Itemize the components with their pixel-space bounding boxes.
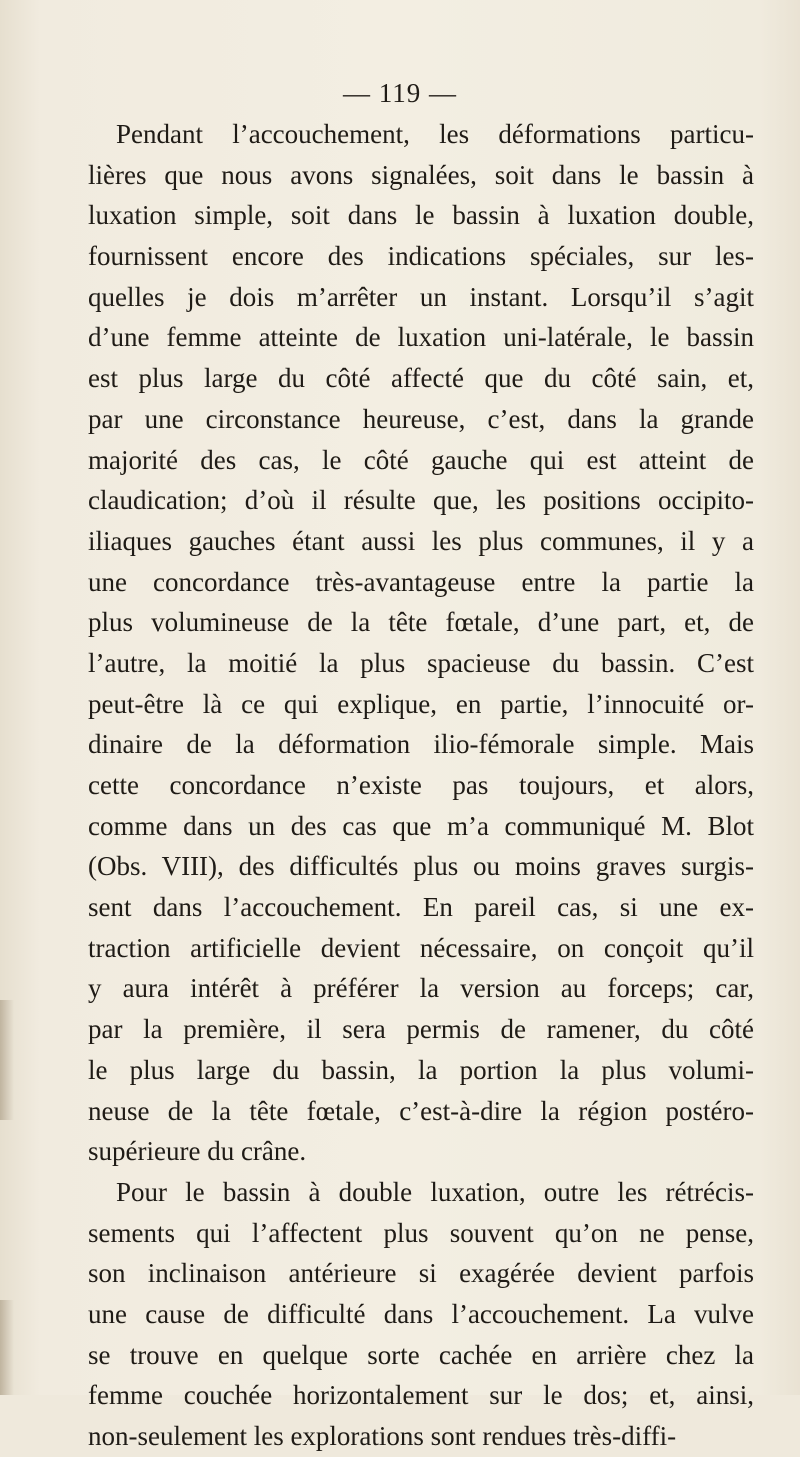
text-line: neuse de la tête fœtale, c’est-à-dire la région postéro- bbox=[88, 1095, 754, 1126]
text-line: son inclinaison antérieure si exagérée devient parfois bbox=[88, 1258, 754, 1289]
text-line: comme dans un des cas que m’a communiqué M. Blot bbox=[88, 810, 754, 841]
text-line: le plus large du bassin, la portion la plus volumi- bbox=[88, 1054, 754, 1085]
text-line: sent dans l’accouchement. En pareil cas, si une ex- bbox=[88, 892, 754, 923]
text-line: luxation simple, soit dans le bassin à luxation double, bbox=[88, 200, 754, 231]
text-line: fournissent encore des indications spéciales, sur les- bbox=[88, 241, 754, 272]
text-line: y aura intérêt à préférer la version au forceps; car, bbox=[88, 973, 754, 1004]
text-line: quelles je dois m’arrêter un instant. Lorsqu’il s’agit bbox=[88, 281, 754, 312]
text-line: femme couchée horizontalement sur le dos; et, ainsi, bbox=[88, 1380, 754, 1411]
page-edge-shadow bbox=[0, 1300, 14, 1395]
text-line: majorité des cas, le côté gauche qui est atteint de bbox=[88, 444, 754, 475]
text-line: lières que nous avons signalées, soit dans le bassin à bbox=[88, 159, 754, 190]
text-line: Pendant l’accouchement, les déformations particu- bbox=[116, 119, 754, 149]
text-line: peut-être là ce qui explique, en partie, l’innocuité or- bbox=[88, 688, 754, 719]
text-line: une cause de difficulté dans l’accouchement. La vulve bbox=[88, 1298, 754, 1329]
text-line: (Obs. VIII), des difficultés plus ou moins graves surgis- bbox=[88, 851, 754, 882]
text-line: se trouve en quelque sorte cachée en arrière chez la bbox=[88, 1339, 754, 1370]
text-line: plus volumineuse de la tête fœtale, d’une part, et, de bbox=[88, 607, 754, 638]
page-edge-shadow bbox=[0, 1000, 14, 1120]
text-line: sements qui l’affectent plus souvent qu’on ne pense, bbox=[88, 1217, 754, 1248]
text-line: supérieure du crâne. bbox=[88, 1136, 307, 1167]
text-line: traction artificielle devient nécessaire, on conçoit qu’il bbox=[88, 932, 754, 963]
text-line: par une circonstance heureuse, c’est, dans la grande bbox=[88, 403, 754, 434]
text-line: une concordance très-avantageuse entre la partie la bbox=[88, 566, 754, 597]
page-number: — 119 — bbox=[343, 78, 457, 108]
text-line: d’une femme atteinte de luxation uni-latérale, le bassin bbox=[88, 322, 754, 353]
text-line: non-seulement les explorations sont rendues très-diffi- bbox=[88, 1421, 677, 1451]
text-line: dinaire de la déformation ilio-fémorale simple. Mais bbox=[88, 729, 754, 760]
text-line: l’autre, la moitié la plus spacieuse du bassin. C’est bbox=[88, 647, 754, 678]
text-line: cette concordance n’existe pas toujours, et alors, bbox=[88, 770, 754, 800]
text-line: par la première, il sera permis de ramener, du côté bbox=[88, 1014, 754, 1045]
body-text bbox=[88, 114, 754, 1457]
text-line: iliaques gauches étant aussi les plus communes, il y a bbox=[88, 525, 754, 556]
text-line: claudication; d’où il résulte que, les positions occipito- bbox=[88, 485, 754, 516]
text-line: Pour le bassin à double luxation, outre les rétrécis- bbox=[116, 1176, 754, 1207]
text-line: est plus large du côté affecté que du côté sain, et, bbox=[88, 363, 754, 394]
